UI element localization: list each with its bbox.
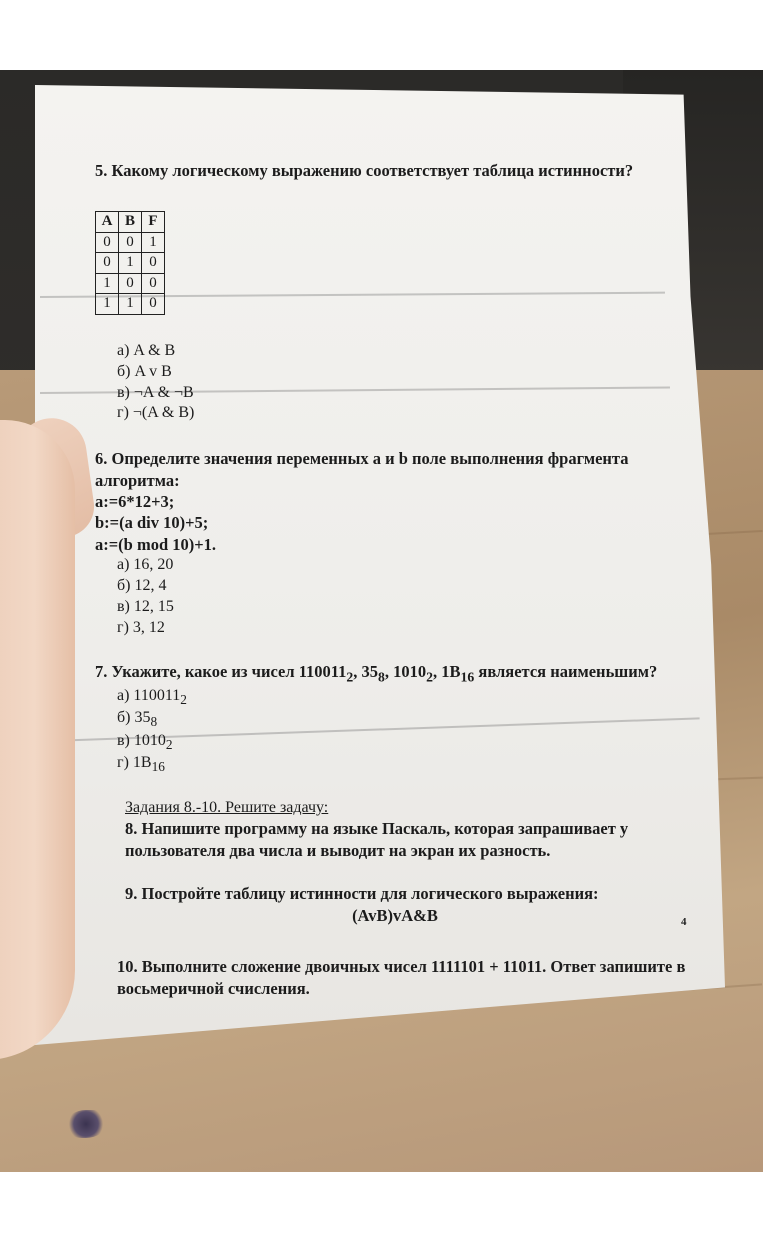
code-line: a:=6*12+3; <box>95 492 175 511</box>
ink-mark <box>66 1110 106 1138</box>
option-label: б) 35 <box>117 709 151 727</box>
answer-option <box>117 708 695 731</box>
question-10: 10. Выполните сложение двоичных чисел 1111101 + 11011. Ответ запишите в восьмеричной счисления. <box>117 957 686 998</box>
table-cell: 0 <box>96 253 119 274</box>
table-row <box>96 294 165 315</box>
section-heading: Задания 8.-10. Решите задачу: <box>125 798 329 816</box>
question-7-block <box>95 661 695 776</box>
table-cell: 0 <box>119 273 142 294</box>
answer-option <box>117 753 695 776</box>
answer-option: в) ¬A & ¬B <box>117 383 194 401</box>
answer-option: г) 3, 12 <box>117 618 165 636</box>
page-number: 4 <box>681 916 687 928</box>
q7-text: является наименьшим? <box>474 661 658 681</box>
answer-option <box>117 686 695 709</box>
q5-options <box>95 341 695 424</box>
table-row <box>96 273 165 294</box>
base-subscript: 2 <box>426 668 434 684</box>
answer-option: а) A & B <box>117 341 176 359</box>
table-cell: 0 <box>142 273 165 294</box>
answer-option: г) ¬(A & B) <box>117 404 195 422</box>
table-header: A <box>96 212 119 233</box>
option-label: в) 1010 <box>117 731 166 749</box>
base-subscript: 2 <box>346 668 354 684</box>
question-7 <box>95 661 695 686</box>
base-subscript: 2 <box>180 691 187 707</box>
q7-text: , 1010 <box>384 661 427 681</box>
option-label: а) 110011 <box>117 686 181 704</box>
table-cell: 1 <box>142 232 165 253</box>
q7-text: 7. Укажите, какое из чисел 110011 <box>95 661 347 681</box>
question-6: 6. Определите значения переменных a и b поле выполнения фрагмента алгоритма: <box>95 449 629 490</box>
question-5: 5. Какому логическому выражению соответствует таблица истинности? <box>95 161 634 180</box>
code-line: a:=(b mod 10)+1. <box>95 534 217 554</box>
table-cell: 0 <box>96 232 119 253</box>
table-header: B <box>119 212 142 233</box>
table-header: F <box>142 212 165 233</box>
code-line: b:=(a div 10)+5; <box>95 513 209 533</box>
question-6-block <box>95 448 695 638</box>
answer-option <box>117 731 695 754</box>
q7-text: , 35 <box>353 661 379 681</box>
table-cell: 0 <box>119 232 142 253</box>
answer-option: в) 12, 15 <box>117 597 174 615</box>
base-subscript: 2 <box>165 736 173 752</box>
table-cell: 1 <box>96 273 119 294</box>
answer-option: б) A v B <box>117 362 172 380</box>
exam-content <box>95 160 695 999</box>
answer-option: б) 12, 4 <box>117 577 167 595</box>
truth-table <box>95 211 165 315</box>
answer-option: а) 16, 20 <box>117 556 174 574</box>
base-subscript: 8 <box>150 714 158 730</box>
table-row <box>96 232 165 253</box>
hand <box>0 420 75 1060</box>
table-cell: 1 <box>119 253 142 274</box>
table-row <box>96 253 165 274</box>
logic-expression: (AvB)vA&B <box>352 905 438 925</box>
base-subscript: 8 <box>378 668 385 684</box>
table-cell: 0 <box>142 253 165 274</box>
table-cell: 0 <box>142 294 165 315</box>
question-8: 8. Напишите программу на языке Паскаль, которая запрашивает у пользователя два числа и выводит на экран их разность. <box>125 819 629 860</box>
q7-text: , 1B <box>433 661 461 681</box>
question-9: 9. Постройте таблицу истинности для логического выражения: <box>125 884 599 904</box>
table-cell: 1 <box>96 294 119 315</box>
table-cell: 1 <box>119 294 142 315</box>
base-subscript: 16 <box>460 668 475 684</box>
option-label: г) 1B <box>117 754 152 772</box>
base-subscript: 16 <box>151 759 165 775</box>
